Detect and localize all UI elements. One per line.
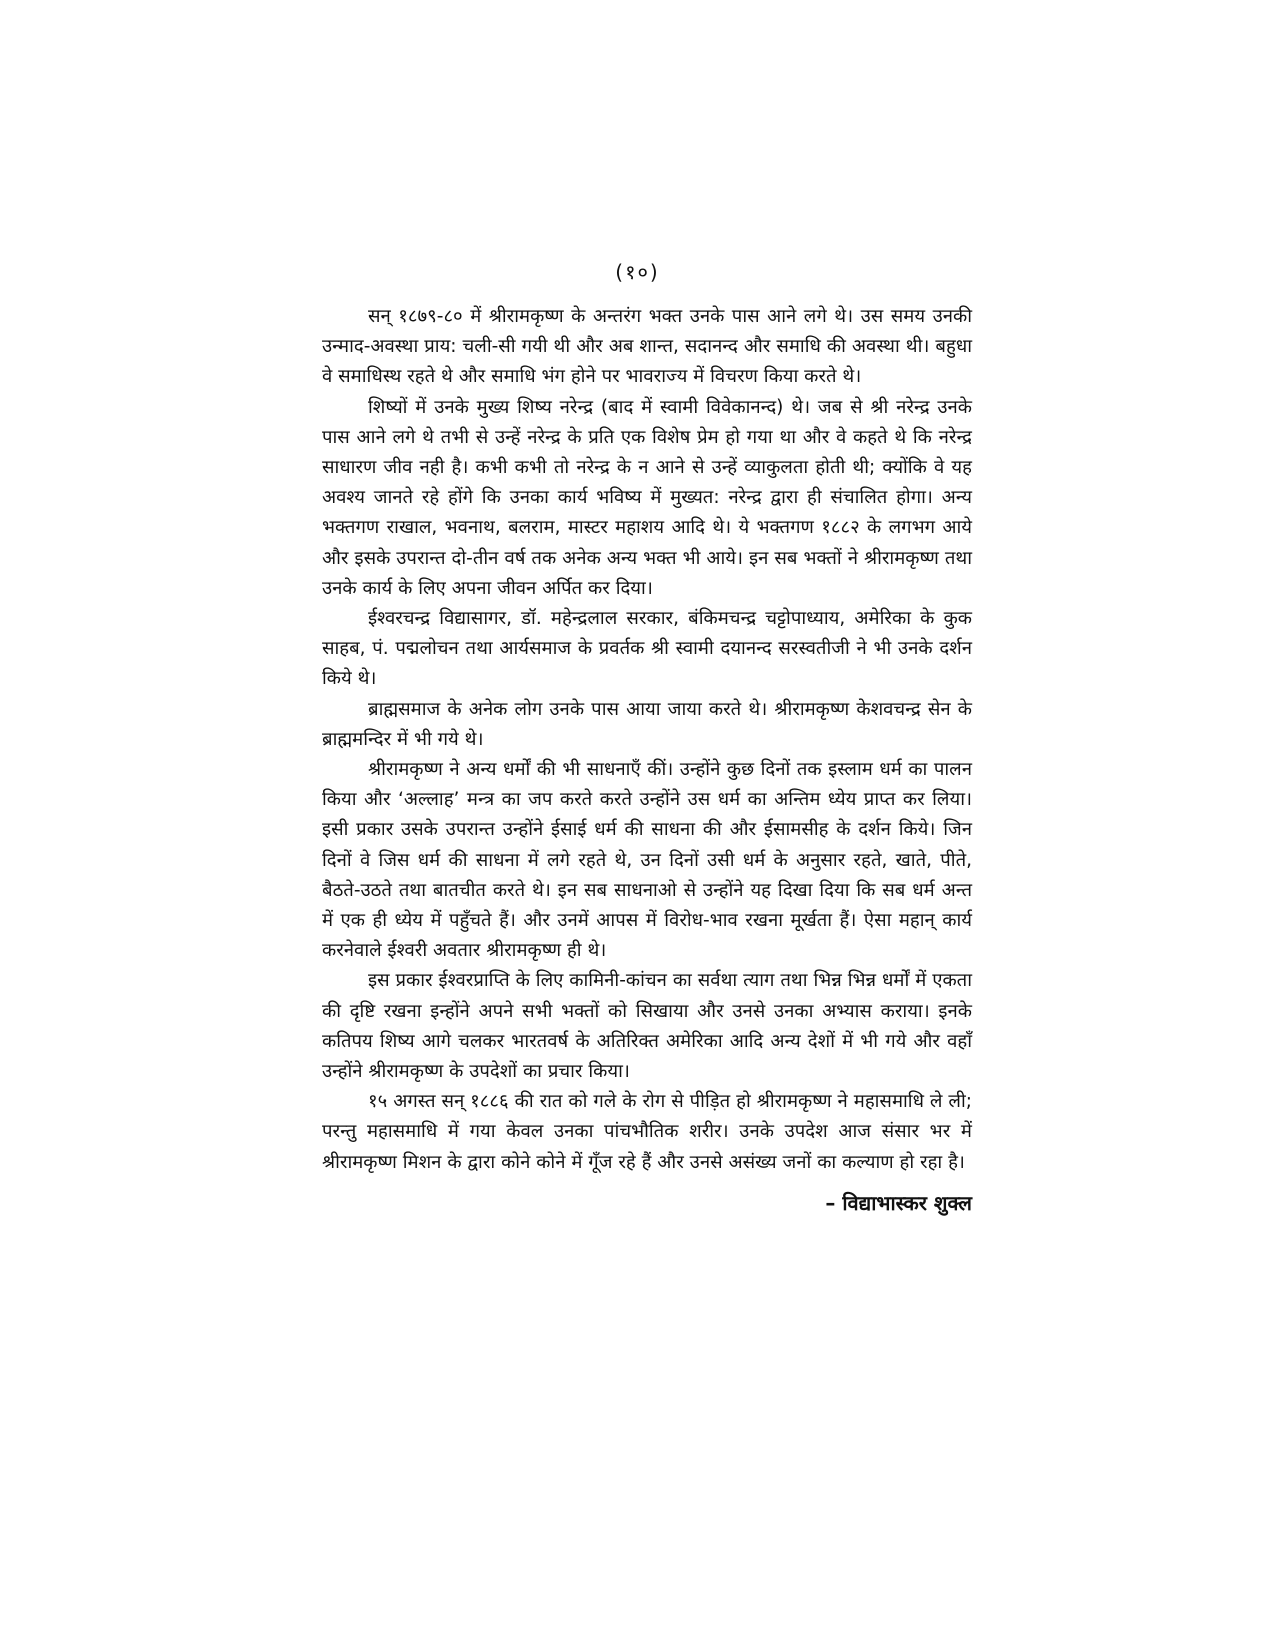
paragraph: ईश्वरचन्द्र विद्यासागर, डॉ. महेन्द्रलाल सरकार, बंकिमचन्द्र चट्टोपाध्याय, अमेरिका के कुक साहब, पं. पद्मलोचन तथा आर्यसमाज के प्रवर्तक श्री स्वामी दयानन्द सरस्वतीजी ने भी उनके दर्शन किये थे।	[322, 608, 972, 690]
paragraph: १५ अगस्त सन् १८८६ की रात को गले के रोग से पीड़ित हो श्रीरामकृष्ण ने महासमाधि ले ली; परन्तु महासमाधि में गया केवल उनका पांचभौतिक शरीर। उनके उपदेश आज संसार भर में श्रीरामकृष्ण मिशन के द्वारा कोने कोने में गूँज रहे हैं और उनसे असंख्य जनों का कल्याण हो रहा है।	[322, 1091, 972, 1173]
body-text	[322, 302, 972, 1218]
paragraph: ब्राह्मसमाज के अनेक लोग उनके पास आया जाया करते थे। श्रीरामकृष्ण केशवचन्द्र सेन के ब्राह्ममन्दिर में भी गये थे।	[322, 698, 972, 750]
author-signature: – विद्याभास्कर शुक्ल	[825, 1190, 972, 1215]
paragraph: शिष्यों में उनके मुख्य शिष्य नरेन्द्र (बाद में स्वामी विवेकानन्द) थे। जब से श्री नरेन्द्र उनके पास आने लगे थे तभी से उन्हें नरेन्द्र के प्रति एक विशेष प्रेम हो गया था और वे कहते थे कि नरेन्द्र साधारण जीव नही है। कभी कभी तो नरेन्द्र के न आने से उन्हें व्याकुलता होती थी; क्योंकि वे यह अवश्य जानते रहे होंगे कि उनका कार्य भविष्य में मुख्यत: नरेन्द्र द्वारा ही संचालित होगा। अन्य भक्तगण राखाल, भवनाथ, बलराम, मास्टर महाशय आदि थे। ये भक्तगण १८८२ के लगभग आये और इसके उपरान्त दो-तीन वर्ष तक अनेक अन्य भक्त भी आये। इन सब भक्तों ने श्रीरामकृष्ण तथा उनके कार्य के लिए अपना जीवन अर्पित कर दिया।	[322, 396, 972, 599]
paragraph: श्रीरामकृष्ण ने अन्य धर्मों की भी साधनाएँ कीं। उन्होंने कुछ दिनों तक इस्लाम धर्म का पालन किया और ‘अल्लाह’ मन्त्र का जप करते करते उन्होंने उस धर्म का अन्तिम ध्येय प्राप्त कर लिया। इसी प्रकार उसके उपरान्त उन्होंने ईसाई धर्म की साधना की और ईसामसीह के दर्शन किये। जिन दिनों वे जिस धर्म की साधना में लगे रहते थे, उन दिनों उसी धर्म के अनुसार रहते, खाते, पीते, बैठते-उठते तथा बातचीत करते थे। इन सब साधनाओ से उन्होंने यह दिखा दिया कि सब धर्म अन्त में एक ही ध्येय में पहुँचते हैं। और उनमें आपस में विरोध-भाव रखना मूर्खता हैं। ऐसा महान् कार्य करनेवाले ईश्वरी अवतार श्रीरामकृष्ण ही थे।	[322, 759, 972, 962]
paragraph: इस प्रकार ईश्वरप्राप्ति के लिए कामिनी-कांचन का सर्वथा त्याग तथा भिन्न भिन्न धर्मों में एकता की दृष्टि रखना इन्होंने अपने सभी भक्तों को सिखाया और उनसे उनका अभ्यास कराया। इनके कतिपय शिष्य आगे चलकर भारतवर्ष के अतिरिक्त अमेरिका आदि अन्य देशों में भी गये और वहाँ उन्होंने श्रीरामकृष्ण के उपदेशों का प्रचार किया।	[322, 970, 972, 1083]
page-number: (१०)	[615, 260, 660, 284]
paragraph: सन् १८७९-८० में श्रीरामकृष्ण के अन्तरंग भक्त उनके पास आने लगे थे। उस समय उनकी उन्माद-अवस्था प्राय: चली-सी गयी थी और अब शान्त, सदानन्द और समाधि की अवस्था थी। बहुधा वे समाधिस्थ रहते थे और समाधि भंग होने पर भावराज्य में विचरण किया करते थे।	[322, 306, 972, 388]
